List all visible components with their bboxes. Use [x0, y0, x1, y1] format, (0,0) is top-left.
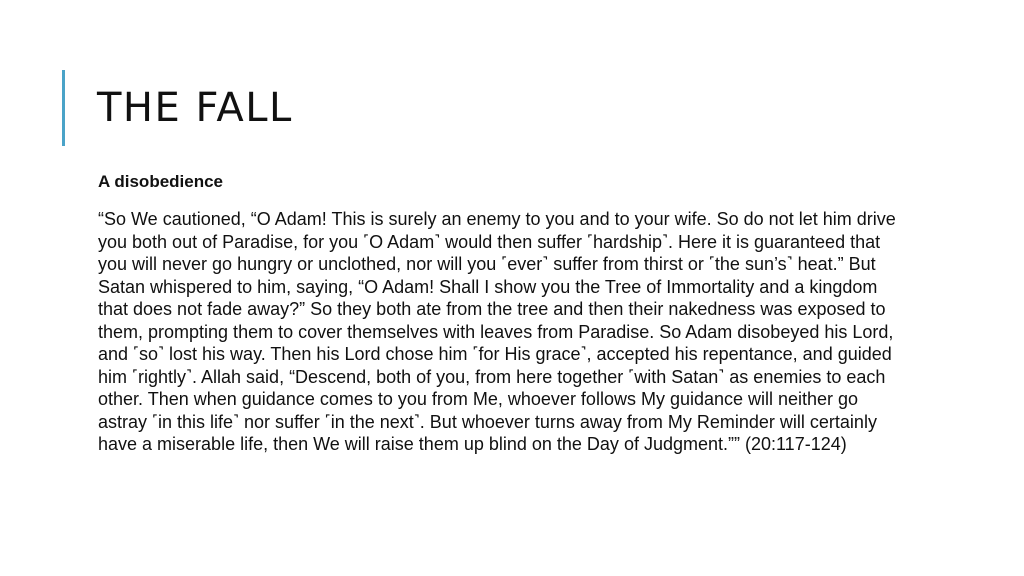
slide-title: THE FALL [97, 85, 293, 131]
title-accent-bar [62, 70, 65, 146]
slide-subheading: A disobedience [98, 172, 224, 191]
slide-body-text: “So We cautioned, “O Adam! This is surely an enemy to you and to your wife. So do not let him drive you both out of Paradise, for you ˹O Adam˺ would then suffer ˹hardship˺. Here it is guaranteed that you will never go hungry or unclothed, nor will you ˹ever˺ suffer from thirst or ˹the sun’s˺ heat.” But Satan whispered to him, saying, “O Adam! Shall I show you the Tree of Immortality and a kingdom that does not fade away?” So they both ate from the tree and then their nakedness was exposed to them, prompting them to cover themselves with leaves from Paradise. So Adam disobeyed his Lord, and ˹so˺ lost his way. Then his Lord chose him ˹for His grace˺, accepted his repentance, and guided him ˹rightly˺. Allah said, “Descend, both of you, from here together ˹with Satan˺ as enemies to each other. Then when guidance comes to you from Me, whoever follows My guidance will neither go astray ˹in this life˺ nor suffer ˹in the next˺. But whoever turns away from My Reminder will certainly have a miserable life, then We will raise them up blind on the Day of Judgment.”” (20:117-124) [98, 209, 896, 454]
